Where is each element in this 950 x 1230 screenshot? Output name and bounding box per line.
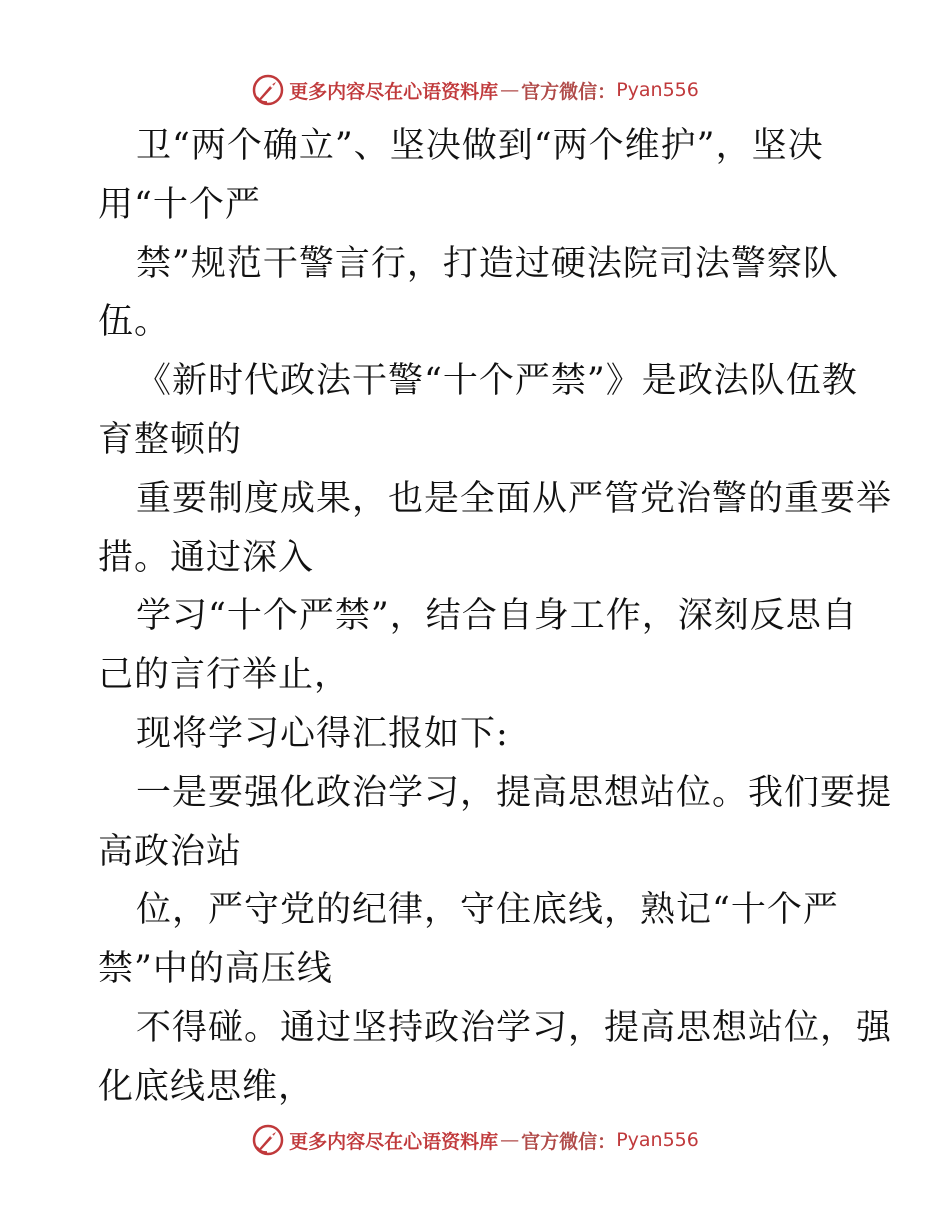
body-line: 一是要强化政治学习，提高思想站位。我们要提: [136, 772, 893, 813]
body-line: 现将学习心得汇报如下:: [136, 713, 509, 754]
banner-dash: —: [500, 79, 520, 101]
body-line: 用“十个严: [98, 184, 261, 225]
body-line: 《新时代政法干警“十个严禁”》是政法队伍教: [136, 361, 858, 402]
document-body: [98, 117, 893, 1117]
pen-nib-logo-icon: [251, 1123, 285, 1157]
body-line: 禁”规范干警言行，打造过硬法院司法警察队: [136, 243, 839, 284]
body-line: 禁”中的高压线: [98, 949, 333, 990]
body-line: 位，严守党的纪律，守住底线，熟记“十个严: [136, 890, 839, 931]
body-line: 学习“十个严禁”，结合自身工作，深刻反思自: [136, 596, 858, 637]
banner-brand-text: 更多内容尽在心语资料库: [289, 80, 499, 103]
pen-nib-logo-icon: [251, 73, 285, 107]
banner-brand-text: 更多内容尽在心语资料库: [289, 1130, 499, 1153]
body-line: 卫“两个确立”、坚决做到“两个维护”，坚决: [136, 126, 824, 166]
body-line: 不得碰。通过坚持政治学习，提高思想站位，强: [136, 1007, 893, 1048]
banner-dash: —: [500, 1129, 520, 1151]
banner-wechat-label: 官方微信：: [521, 1130, 617, 1153]
body-line: 措。通过深入: [98, 537, 315, 578]
header-watermark-banner: [0, 70, 950, 110]
footer-watermark-banner: [0, 1120, 950, 1160]
body-line: 重要制度成果，也是全面从严管党治警的重要举: [136, 478, 893, 519]
banner-wechat-id: Pyan556: [616, 1129, 699, 1151]
banner-wechat-label: 官方微信：: [521, 80, 617, 103]
body-line: 高政治站: [98, 831, 243, 872]
body-line: 育整顿的: [98, 419, 243, 460]
banner-wechat-id: Pyan556: [616, 79, 699, 101]
body-line: 己的言行举止，: [98, 655, 351, 696]
body-line: 化底线思维，: [98, 1066, 315, 1107]
body-line: 伍。: [98, 302, 171, 343]
